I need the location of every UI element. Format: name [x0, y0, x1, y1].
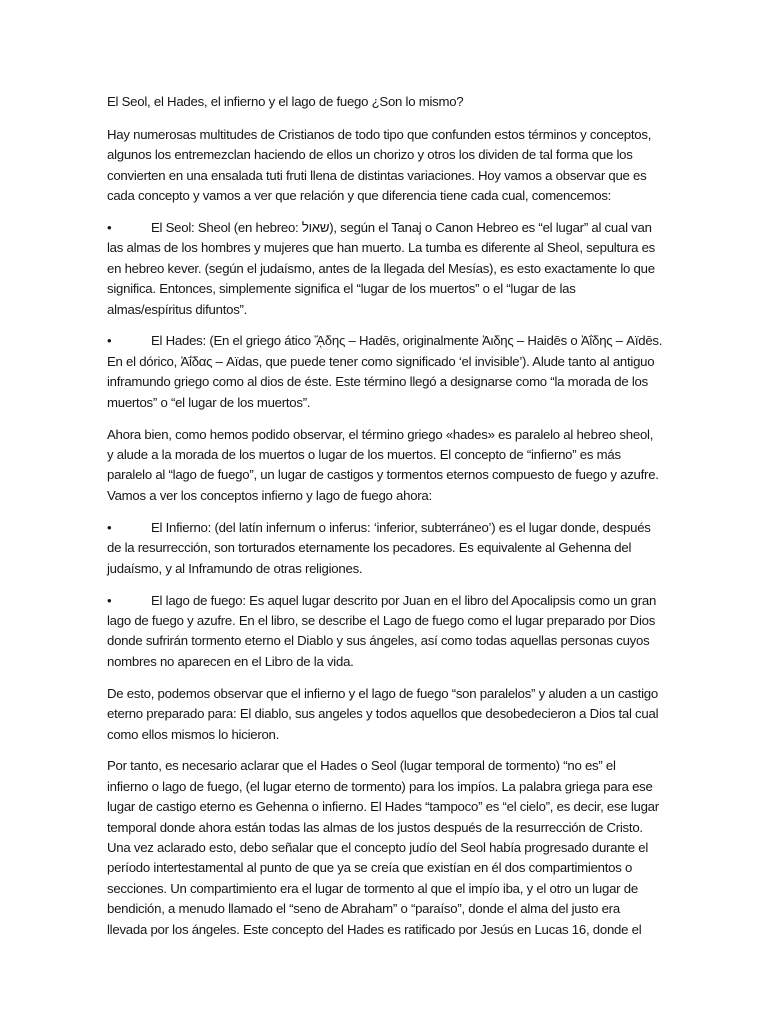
paragraph-por-tanto — [107, 756, 664, 940]
bullet-icon: • — [107, 592, 112, 608]
paragraph-line: secciones. Un compartimiento era el lugar de tormento al que el impío iba, y el otro un lugar de — [107, 880, 638, 896]
paragraph-line: llevada por los ángeles. Este concepto del Hades es ratificado por Jesús en Lucas 16, donde el — [107, 921, 642, 937]
bullet-first-line — [107, 218, 664, 238]
paragraph-line: lugar de castigo eterno es Gehenna o infierno. El Hades “tampoco” es “el cielo”, es decir, ese lugar — [107, 799, 659, 815]
paragraph-line: inframundo griego como al dios de éste. Este término llegó a designarse como “la morada de los — [107, 374, 648, 390]
paragraph-line: nombres no aparecen en el Libro de la vida. — [107, 653, 354, 669]
paragraph-ahora-bien — [107, 425, 664, 507]
bullet-icon: • — [107, 519, 112, 535]
paragraph-line: El lago de fuego: Es aquel lugar descrito por Juan en el libro del Apocalipsis como un gran — [151, 592, 657, 608]
paragraph-line: donde sufrirán tormento eterno el Diablo y sus ángeles, así como todas aquellas personas cuyos — [107, 633, 650, 649]
paragraph-line: período intertestamental al punto de que ya se creía que existían en él dos compartimientos o — [107, 860, 633, 876]
paragraph-de-esto — [107, 684, 664, 745]
paragraph-line: algunos los entremezclan haciendo de ellos un chorizo y otros los dividen de tal forma que los — [107, 147, 633, 163]
paragraph-line: convierten en una ensalada tuti fruti llena de distintas variaciones. Hoy vamos a observar que es — [107, 167, 647, 183]
paragraph-line: almas/espíritus difuntos”. — [107, 301, 248, 317]
bullet-first-line — [107, 331, 664, 351]
bullet-item-hades — [107, 331, 664, 413]
paragraph-line: las almas de los hombres y mujeres que han muerto. La tumba es diferente al Sheol, sepultura es — [107, 240, 656, 256]
paragraph-line: El Infierno: (del latín infernum o inferus: ‘inferior, subterráneo’) es el lugar donde, después — [151, 519, 651, 535]
paragraph-line: eterno preparado para: El diablo, sus angeles y todos aquellos que desobedecieron a Dios tal cual — [107, 706, 659, 722]
paragraph-line: En el dórico, Ἀΐδας – Aïdas, que puede tener como significado ‘el invisible’). Alude tanto al antiguo — [107, 353, 655, 369]
paragraph-line: de la resurrección, son torturados eternamente los pecadores. Es equivalente al Gehenna del — [107, 540, 632, 556]
paragraph-line: y alude a la morada de los muertos o lugar de los muertos. El concepto de “infierno” es más — [107, 447, 621, 463]
bullet-first-line — [107, 518, 664, 538]
bullet-item-seol — [107, 218, 664, 320]
paragraph-line: El Hades: (En el griego ático ᾍδης – Hadēs, originalmente Ἀιδης – Haidēs o Ἀΐδης – Aïdēs. — [151, 333, 663, 349]
paragraph-line: significa. Entonces, simplemente significa el “lugar de los muertos” o el “lugar de las — [107, 281, 576, 297]
paragraph-line: lago de fuego y azufre. En el libro, se describe el Lago de fuego como el lugar preparado por Dios — [107, 612, 656, 628]
paragraph-line: El Seol: Sheol (en hebreo: שאול), según el Tanaj o Canon Hebreo es “el lugar” al cual van — [151, 219, 652, 235]
paragraph-line: Hay numerosas multitudes de Cristianos de todo tipo que confunden estos términos y conceptos, — [107, 126, 652, 142]
paragraph-line: bendición, a menudo llamado el “seno de Abraham” o “paraíso”, donde el alma del justo era — [107, 901, 620, 917]
paragraph-intro — [107, 125, 664, 207]
bullet-first-line — [107, 591, 664, 611]
bullet-item-lago-de-fuego — [107, 591, 664, 673]
bullet-icon: • — [107, 219, 112, 235]
paragraph-line: Una vez aclarado esto, debo señalar que el concepto judío del Seol había progresado durante el — [107, 840, 649, 856]
paragraph-line: en hebreo kever. (según el judaísmo, antes de la llegada del Mesías), es esto exactamente lo que — [107, 260, 655, 276]
paragraph-line: judaísmo, y al Inframundo de otras religiones. — [107, 560, 363, 576]
bullet-icon: • — [107, 333, 112, 349]
paragraph-line: infierno o lago de fuego, (el lugar eterno de tormento) para los impíos. La palabra griega para ese — [107, 778, 653, 794]
paragraph-line: muertos” o “el lugar de los muertos”. — [107, 394, 311, 410]
paragraph-line: como ellos mismos lo hicieron. — [107, 726, 280, 742]
paragraph-line: Vamos a ver los conceptos infierno y lago de fuego ahora: — [107, 487, 432, 503]
paragraph-line: cada concepto y vamos a ver que relación y que diferencia tiene cada cual, comencemos: — [107, 187, 612, 203]
document-title: El Seol, el Hades, el infierno y el lago de fuego ¿Son lo mismo? — [107, 94, 464, 109]
paragraph-line: temporal donde ahora están todas las almas de los justos después de la resurrección de Cristo. — [107, 819, 643, 835]
paragraph-line: paralelo al “lago de fuego”, un lugar de castigos y tormentos eternos compuesto de fuego y azufre. — [107, 467, 659, 483]
bullet-item-infierno — [107, 518, 664, 579]
paragraph-line: Por tanto, es necesario aclarar que el Hades o Seol (lugar temporal de tormento) “no es” el — [107, 758, 616, 774]
paragraph-line: De esto, podemos observar que el infierno y el lago de fuego “son paralelos” y aluden a un castigo — [107, 685, 658, 701]
paragraph-line: Ahora bien, como hemos podido observar, el término griego «hades» es paralelo al hebreo sheol, — [107, 426, 654, 442]
